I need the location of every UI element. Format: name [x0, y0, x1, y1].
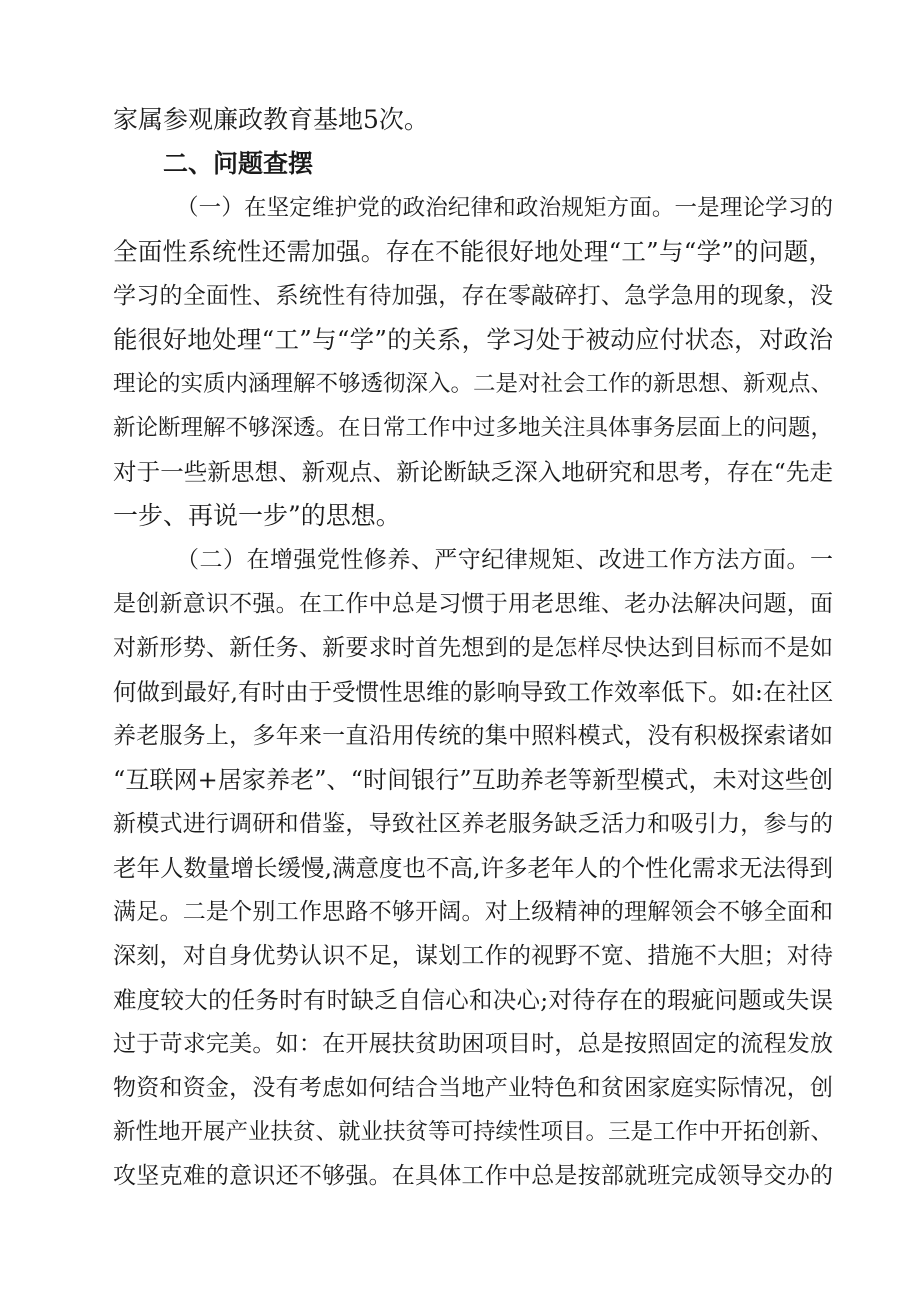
text-line: 过于苛求完美。如：在开展扶贫助困项目时，总是按照固定的流程发放 — [113, 1031, 833, 1057]
text-line: 何做到最好,有时由于受惯性思维的影响导致工作效率低下。如:在社区 — [113, 678, 834, 706]
text-line: 满足。二是个别工作思路不够开阔。对上级精神的理解领会不够全面和 — [113, 899, 833, 925]
text-line: 新论断理解不够深透。在日常工作中过多地关注具体事务层面上的问题， — [113, 415, 834, 441]
paragraph-first-line: （一）在坚定维护党的政治纪律和政治规矩方面。一是理论学习的 — [176, 195, 833, 221]
text-line: 理论的实质内涵理解不够透彻深入。二是对社会工作的新思想、新观点、 — [113, 371, 834, 397]
text-line: 能很好地处理“工”与“学”的关系，学习处于被动应付状态，对政治 — [113, 325, 833, 354]
text-line: 全面性系统性还需加强。存在不能很好地处理“工”与“学”的问题， — [113, 237, 833, 266]
text-line: 对新形势、新任务、新要求时首先想到的是怎样尽快达到目标而不是如 — [113, 635, 833, 661]
text-line: 老年人数量增长缓慢,满意度也不高,许多老年人的个性化需求无法得到 — [113, 854, 833, 882]
text-line: 一步、再说一步”的思想。 — [113, 501, 401, 530]
text-line: 难度较大的任务时有时缺乏自信心和决心;对待存在的瑕疵问题或失误 — [113, 986, 833, 1014]
text-line: 物资和资金，没有考虑如何结合当地产业特色和贫困家庭实际情况，创 — [113, 1075, 833, 1101]
text-line: 养老服务上，多年来一直沿用传统的集中照料模式，没有积极探索诸如 — [113, 723, 833, 749]
paragraph-first-line: （二）在增强党性修养、严守纪律规矩、改进工作方法方面。一 — [176, 547, 833, 573]
text-line: 对于一些新思想、新观点、新论断缺乏深入地研究和思考，存在“先走 — [113, 458, 833, 486]
text-line: 深刻，对自身优势认识不足，谋划工作的视野不宽、措施不大胆；对待 — [113, 943, 833, 969]
section-heading: 二、问题查摆 — [163, 149, 314, 178]
text-line: 是创新意识不强。在工作中总是习惯于用老思维、老办法解决问题，面 — [113, 591, 833, 617]
text-line: 新性地开展产业扶贫、就业扶贫等可持续性项目。三是工作中开拓创新、 — [113, 1119, 834, 1145]
text-line: “互联网+居家养老”、“时间银行”互助养老等新型模式，未对这些创 — [113, 766, 833, 794]
text-line: 新模式进行调研和借鉴，导致社区养老服务缺乏活力和吸引力，参与的 — [113, 811, 833, 837]
text-line: 学习的全面性、系统性有待加强，存在零敲碎打、急学急用的现象，没 — [113, 283, 833, 309]
text-line: 攻坚克难的意识还不够强。在具体工作中总是按部就班完成领导交办的 — [113, 1163, 833, 1189]
text-line: 家属参观廉政教育基地5次。 — [113, 105, 429, 134]
